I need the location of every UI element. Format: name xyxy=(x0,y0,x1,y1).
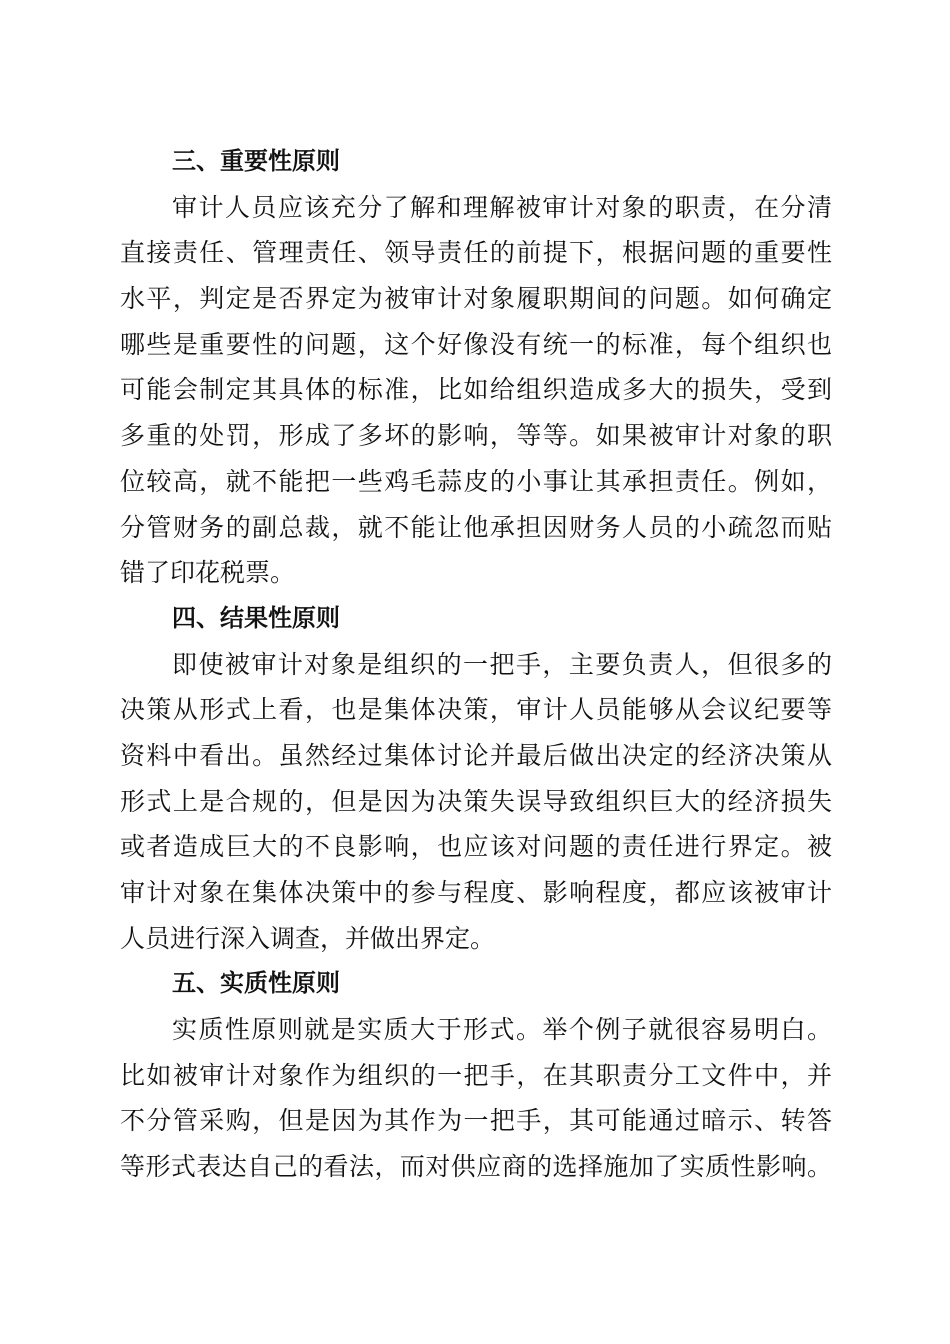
section-heading-importance: 三、重要性原则 xyxy=(172,147,340,175)
paragraph-line-last: 人员进行深入调查，并做出界定。 xyxy=(120,923,496,953)
paragraph-line: 不分管采购，但是因为其作为一把手，其可能通过暗示、转答 xyxy=(120,1106,832,1136)
paragraph-line: 水平，判定是否界定为被审计对象履职期间的问题。如何确定 xyxy=(120,284,832,314)
paragraph-line: 审计人员应该充分了解和理解被审计对象的职责，在分清 xyxy=(172,192,832,222)
paragraph-line-last: 等形式表达自己的看法，而对供应商的选择施加了实质性影响。 xyxy=(120,1152,832,1182)
paragraph-line: 即使被审计对象是组织的一把手，主要负责人，但很多的 xyxy=(172,649,832,679)
paragraph-line: 实质性原则就是实质大于形式。举个例子就很容易明白。 xyxy=(172,1015,832,1045)
paragraph-line: 分管财务的副总裁，就不能让他承担因财务人员的小疏忽而贴 xyxy=(120,512,832,542)
paragraph-line: 多重的处罚，形成了多坏的影响，等等。如果被审计对象的职 xyxy=(120,421,832,451)
section-heading-substance: 五、实质性原则 xyxy=(172,969,340,998)
section-heading-result: 四、结果性原则 xyxy=(172,603,340,632)
paragraph-line: 直接责任、管理责任、领导责任的前提下，根据问题的重要性 xyxy=(120,238,832,268)
paragraph-line: 资料中看出。虽然经过集体讨论并最后做出决定的经济决策从 xyxy=(120,740,832,770)
paragraph-line: 审计对象在集体决策中的参与程度、影响程度，都应该被审计 xyxy=(120,878,832,907)
paragraph-line: 哪些是重要性的问题，这个好像没有统一的标准，每个组织也 xyxy=(120,329,832,359)
paragraph-line: 形式上是合规的，但是因为决策失误导致组织巨大的经济损失 xyxy=(120,786,832,816)
paragraph-line-last: 错了印花税票。 xyxy=(120,558,296,588)
paragraph-line: 位较高，就不能把一些鸡毛蒜皮的小事让其承担责任。例如， xyxy=(120,466,832,496)
paragraph-line: 比如被审计对象作为组织的一把手，在其职责分工文件中，并 xyxy=(120,1060,832,1090)
paragraph-line: 可能会制定其具体的标准，比如给组织造成多大的损失，受到 xyxy=(120,375,832,405)
document-body xyxy=(120,139,832,1190)
paragraph-line: 或者造成巨大的不良影响，也应该对问题的责任进行界定。被 xyxy=(120,832,832,862)
paragraph-line: 决策从形式上看，也是集体决策，审计人员能够从会议纪要等 xyxy=(120,695,832,725)
